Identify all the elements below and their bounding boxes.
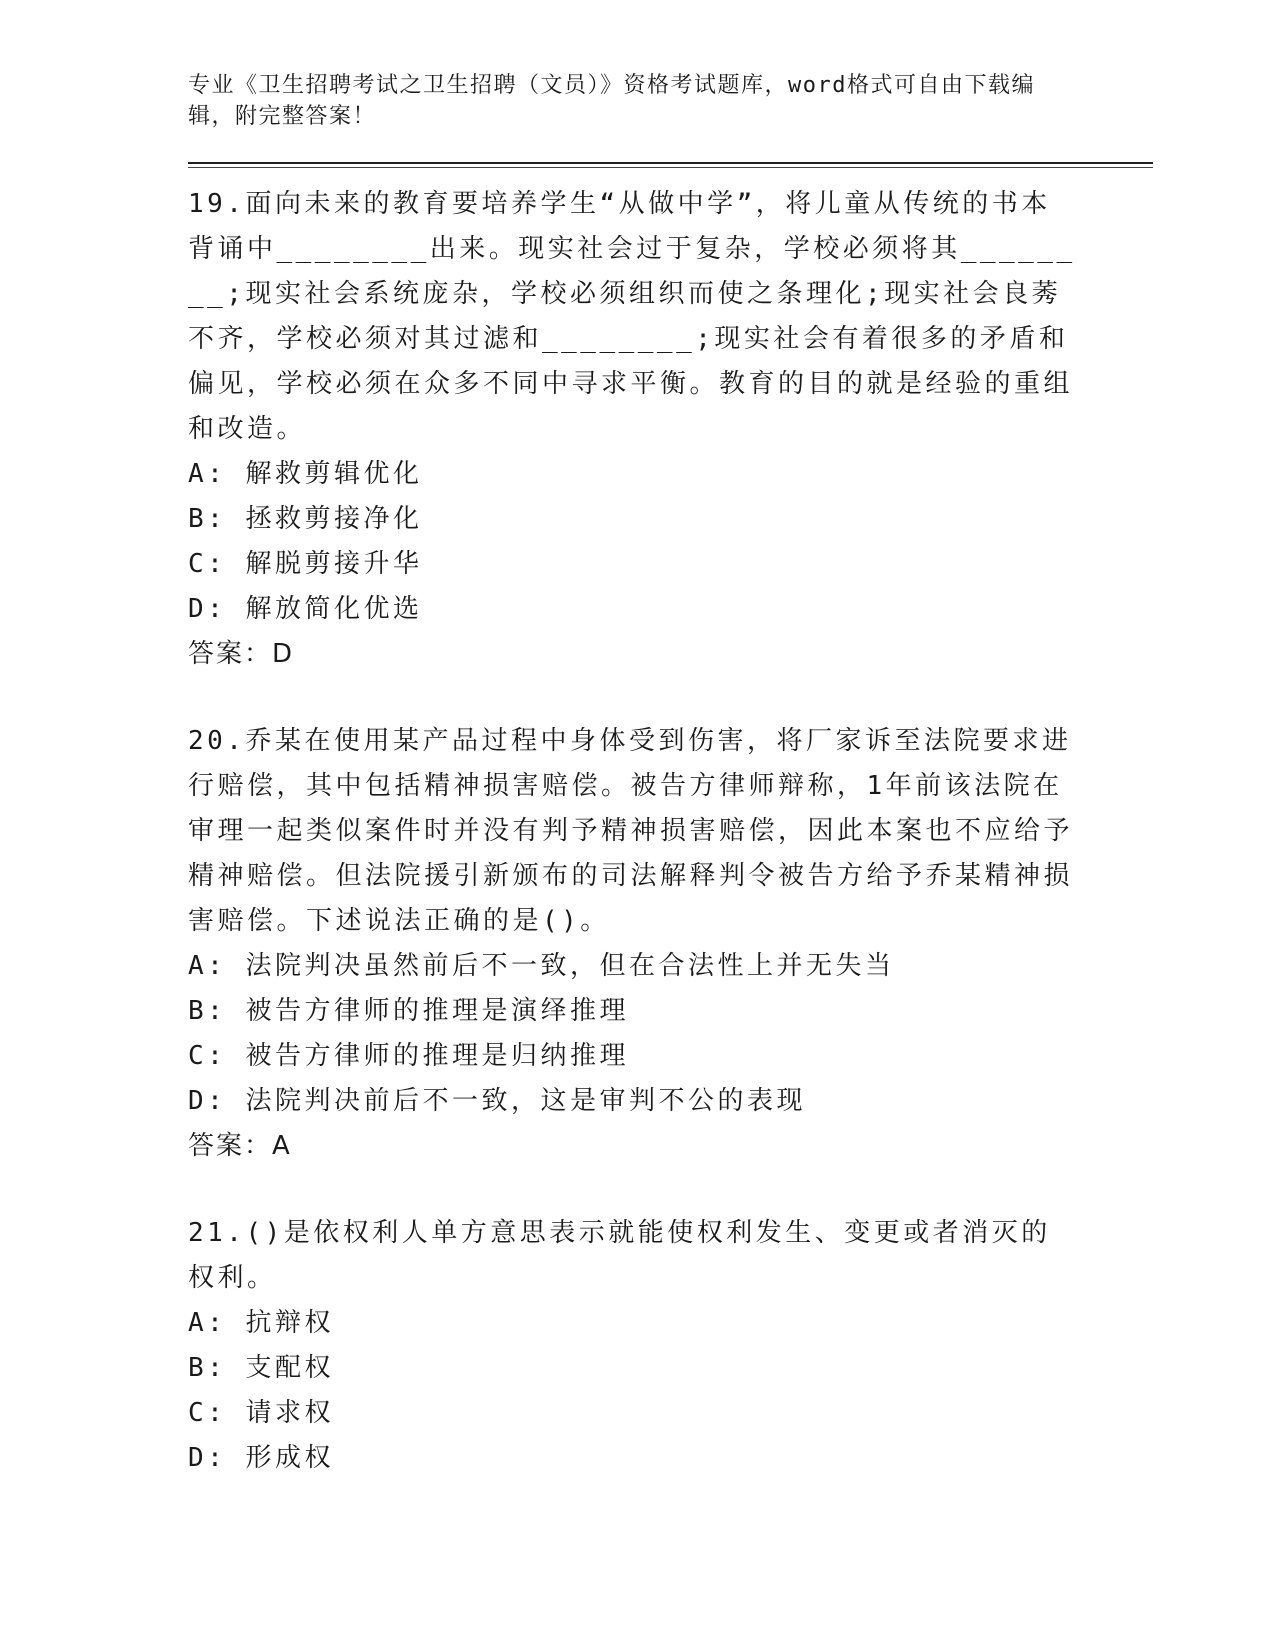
- option-a: A: 抗辩权: [188, 1308, 334, 1338]
- question-20: [188, 719, 1148, 1169]
- option-d: D: 法院判决前后不一致，这是审判不公的表现: [188, 1086, 806, 1116]
- answer-label: 答案：D: [188, 639, 295, 669]
- option-c: C: 请求权: [188, 1398, 334, 1428]
- header-divider-thin: [188, 167, 1153, 168]
- option-d: D: 解放简化优选: [188, 594, 423, 624]
- question-21: [188, 1211, 1148, 1481]
- answer-label: 答案：A: [188, 1131, 292, 1161]
- header-divider-thick: [188, 162, 1153, 164]
- option-a: A: 解救剪辑优化: [188, 459, 423, 489]
- question-text: 19.面向未来的教育要培养学生“从做中学”，将儿童从传统的书本背诵中________出来。现实社会过于复杂，学校必须将其________;现实社会系统庞杂，学校必须组织而使之条理化;现实社会良莠不齐，学校必须对其过滤和________;现实社会有着很多的矛盾和偏见，学校必须在众多不同中寻求平衡。教育的目的就是经验的重组和改造。: [188, 189, 1076, 444]
- question-text: 21.()是依权利人单方意思表示就能使权利发生、变更或者消灭的权利。: [188, 1218, 1051, 1293]
- question-text: 20.乔某在使用某产品过程中身体受到伤害，将厂家诉至法院要求进行赔偿，其中包括精神损害赔偿。被告方律师辩称，1年前该法院在审理一起类似案件时并没有判予精神损害赔偿，因此本案也不应给予精神赔偿。但法院援引新颁布的司法解释判令被告方给予乔某精神损害赔偿。下述说法正确的是()。: [188, 726, 1074, 936]
- option-a: A: 法院判决虽然前后不一致，但在合法性上并无失当: [188, 951, 895, 981]
- document-page: [188, 70, 1148, 1481]
- option-c: C: 被告方律师的推理是归纳推理: [188, 1041, 629, 1071]
- option-b: B: 拯救剪接净化: [188, 504, 423, 534]
- document-header: 专业《卫生招聘考试之卫生招聘（文员）》资格考试题库，word格式可自由下载编辑，附完整答案！: [188, 73, 1035, 129]
- option-b: B: 支配权: [188, 1353, 334, 1383]
- option-b: B: 被告方律师的推理是演绎推理: [188, 996, 629, 1026]
- question-19: [188, 182, 1148, 677]
- option-d: D: 形成权: [188, 1443, 334, 1473]
- option-c: C: 解脱剪接升华: [188, 549, 423, 579]
